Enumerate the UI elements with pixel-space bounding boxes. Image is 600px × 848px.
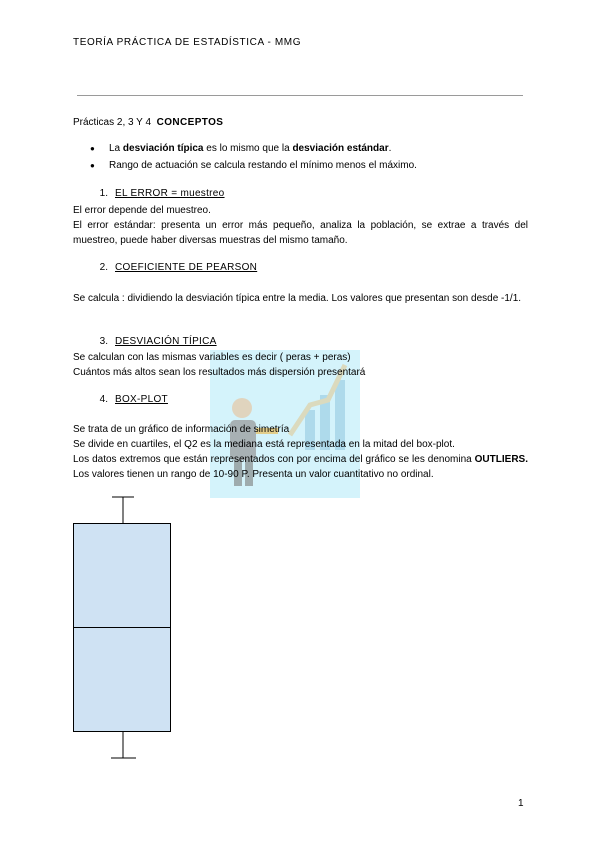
paragraph-line: El error depende del muestreo. bbox=[73, 205, 211, 216]
section-title: BOX-PLOT bbox=[115, 394, 168, 405]
section-number: 2. bbox=[99, 262, 108, 273]
section-title: COEFICIENTE DE PEARSON bbox=[115, 262, 258, 273]
outliers-text: Los valores tienen un rango de 10-90 P. Presenta un valor cuantitativo no ordinal. bbox=[73, 469, 434, 480]
outliers-text: Los datos extremos que están representados con por encima del gráfico se les denomina bbox=[73, 454, 475, 465]
paragraph-line: El error estándar: presenta un error más pequeño, analiza la población, se extrae a través del muestreo, puede haber diversas muestras del mismo tamaño. bbox=[73, 220, 528, 246]
section-number: 1. bbox=[99, 188, 108, 199]
paragraph-line: Cuántos más altos sean los resultados más dispersión presentará bbox=[73, 367, 366, 378]
bullet-text: Rango de actuación se calcula restando el mínimo menos el máximo. bbox=[109, 160, 417, 171]
intro-heading: CONCEPTOS bbox=[156, 117, 224, 128]
bullet-bold: desviación típica bbox=[122, 143, 204, 154]
page-number: 1 bbox=[518, 798, 524, 809]
pearson-paragraph: Se calcula : dividiendo la desviación típica entre la media. Los valores que presentan son desde -1/1. bbox=[73, 293, 522, 304]
document-header: TEORÍA PRÁCTICA DE ESTADÍSTICA - MMG bbox=[73, 37, 302, 48]
section-number: 3. bbox=[99, 336, 108, 347]
section-number: 4. bbox=[99, 394, 108, 405]
outliers-bold: OUTLIERS. bbox=[474, 454, 528, 465]
section-title: EL ERROR = muestreo bbox=[115, 188, 225, 199]
bullet-text: La bbox=[109, 143, 123, 154]
bullet-text: es lo mismo que la bbox=[203, 143, 293, 154]
section-title: DESVIACIÓN TÍPICA bbox=[115, 336, 217, 347]
bullet-text: . bbox=[388, 143, 392, 154]
intro-prefix: Prácticas 2, 3 Y 4 bbox=[73, 117, 152, 128]
paragraph-line: Se calculan con las mismas variables es decir ( peras + peras) bbox=[73, 352, 351, 363]
paragraph-line: Se trata de un gráfico de información de simetría bbox=[73, 424, 290, 435]
bullet-bold: desviación estándar bbox=[292, 143, 389, 154]
paragraph-line: Se divide en cuartiles, el Q2 es la mediana está representada en la mitad del box-plot. bbox=[73, 439, 455, 450]
